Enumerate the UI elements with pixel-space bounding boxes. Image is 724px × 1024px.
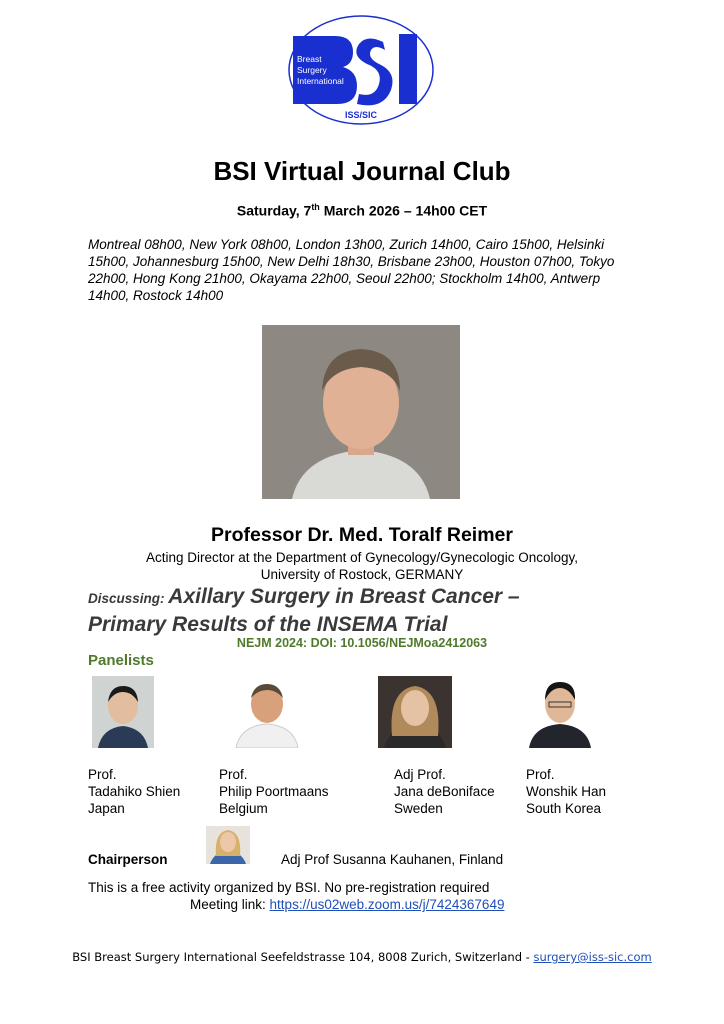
panelist-title: Prof.: [219, 767, 248, 782]
footer-text: BSI Breast Surgery International Seefeldstrasse 104, 8008 Zurich, Switzerland -: [72, 950, 534, 964]
panelist-photo: [521, 676, 599, 748]
panelist-country: Belgium: [219, 801, 268, 816]
panelist-name: Wonshik Han: [526, 784, 607, 799]
page-title: BSI Virtual Journal Club: [213, 156, 511, 186]
panelist-photo: [378, 676, 452, 748]
panelist-name: Jana deBoniface: [394, 784, 495, 799]
date-suffix: March 2026 – 14h00 CET: [319, 202, 488, 219]
footer-email-link[interactable]: surgery@iss-sic.com: [533, 950, 652, 964]
logo-bottom: ISS/SIC: [344, 110, 378, 120]
panelist-4: [526, 766, 606, 817]
speaker-photo: [262, 325, 460, 499]
discussion-topic: [88, 584, 648, 638]
logo-line3: International: [297, 76, 344, 86]
meeting-link-line: [190, 897, 504, 912]
discussing-lead: Discussing:: [88, 591, 169, 606]
panelist-country: Sweden: [394, 801, 443, 816]
panelist-photo: [228, 676, 306, 748]
meeting-link[interactable]: https://us02web.zoom.us/j/7424367649: [269, 897, 505, 912]
panelist-name: Tadahiko Shien: [88, 784, 181, 799]
panelist-title: Prof.: [526, 767, 555, 782]
chair-label: Chairperson: [88, 852, 168, 867]
footer: [0, 950, 724, 964]
panelist-photo: [92, 676, 154, 748]
speaker-name: Professor Dr. Med. Toralf Reimer: [211, 524, 513, 546]
bsi-logo: [287, 14, 435, 126]
panelist-country: South Korea: [526, 801, 602, 816]
speaker-role: [0, 549, 724, 583]
citation: NEJM 2024: DOI: 10.1056/NEJMoa2412063: [236, 636, 488, 650]
panelist-1: [88, 766, 180, 817]
panelist-country: Japan: [88, 801, 125, 816]
topic-line2: Primary Results of the INSEMA Trial: [88, 613, 448, 636]
free-activity-note: This is a free activity organized by BSI. No pre-registration required: [88, 880, 490, 895]
panelist-title: Adj Prof.: [394, 767, 446, 782]
event-date: [0, 202, 724, 219]
panelist-2: [219, 766, 329, 817]
speaker-role-line2: University of Rostock, GERMANY: [260, 567, 464, 582]
panelists-heading: Panelists: [88, 652, 154, 669]
topic-line1: Axillary Surgery in Breast Cancer –: [168, 585, 520, 608]
time-zones: Montreal 08h00, New York 08h00, London 13h00, Zurich 14h00, Cairo 15h00, Helsinki 15h00, Johannesburg 15h00, New Delhi 18h30, Brisbane 23h00, Houston 07h00, Tokyo 22h00, Hong Kong 21h00, Okayama 22h00, Seoul 22h00; Stockholm 14h00, Antwerp 14h00, Rostock 14h00: [88, 237, 615, 303]
chair-name: Adj Prof Susanna Kauhanen, Finland: [281, 852, 504, 867]
panelist-name: Philip Poortmaans: [219, 784, 329, 799]
meeting-label: Meeting link:: [190, 897, 270, 912]
chair-photo: [206, 826, 250, 864]
panelist-title: Prof.: [88, 767, 117, 782]
logo-line2: Surgery: [297, 65, 327, 75]
speaker-role-line1: Acting Director at the Department of Gynecology/Gynecologic Oncology,: [146, 550, 578, 565]
logo-line1: Breast: [297, 54, 322, 64]
date-sup: th: [311, 202, 320, 212]
panelist-3: [394, 766, 495, 817]
date-prefix: Saturday, 7: [236, 202, 312, 219]
